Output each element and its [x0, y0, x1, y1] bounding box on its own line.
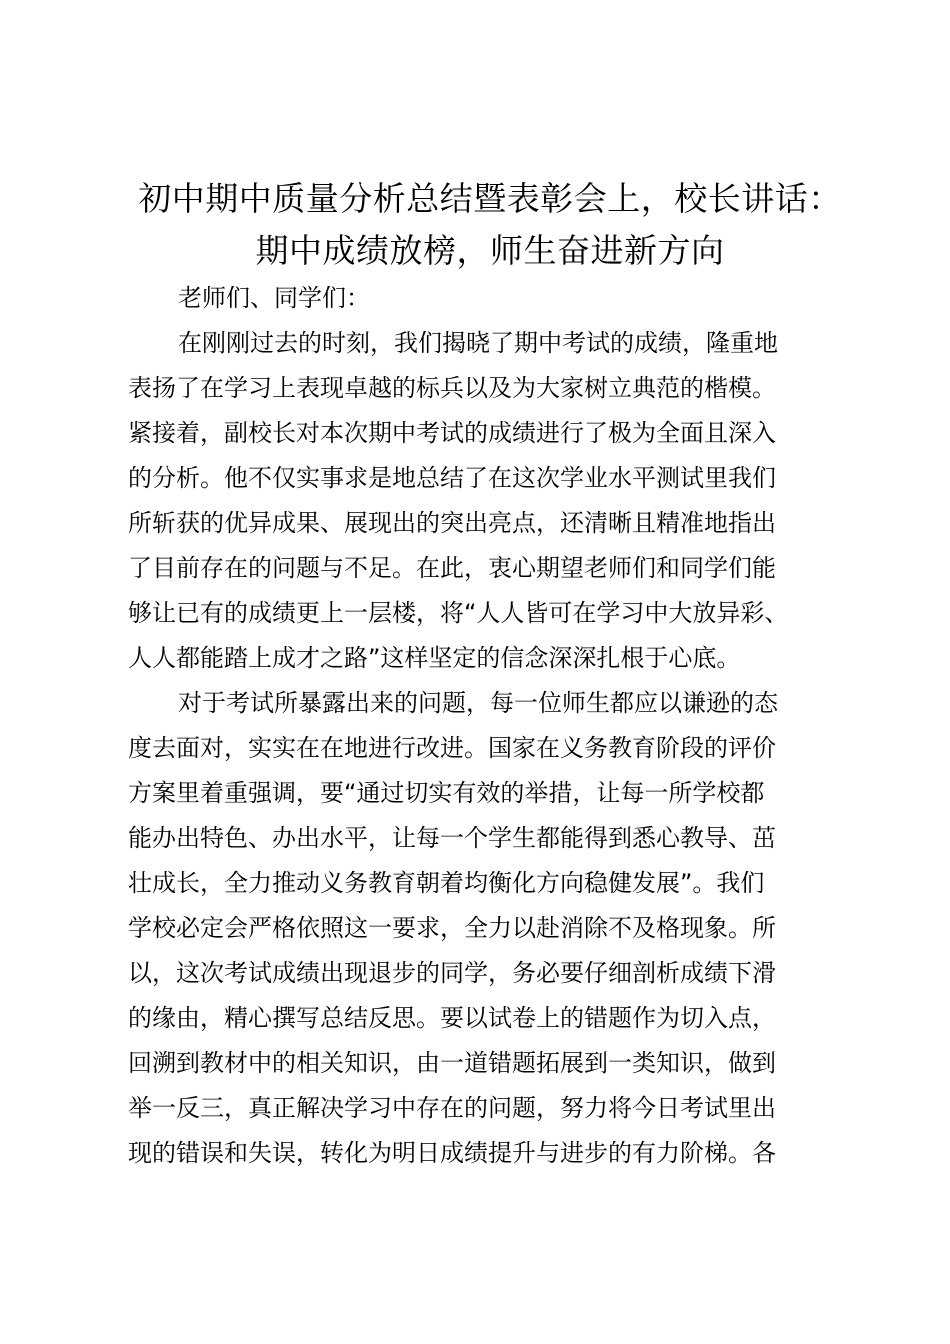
paragraph-1-line: 的分析。他不仅实事求是地总结了在这次学业水平测试里我们	[128, 464, 776, 492]
paragraph-2-line: 壮成长，全力推动义务教育朝着均衡化方向稳健发展”。我们	[128, 869, 765, 897]
paragraph-1-line: 紧接着，副校长对本次期中考试的成绩进行了极为全面且深入	[128, 419, 776, 447]
paragraph-2-line: 度去面对，实实在在地进行改进。国家在义务教育阶段的评价	[128, 734, 776, 762]
paragraph-2-line: 学校必定会严格依照这一要求，全力以赴消除不及格现象。所	[128, 914, 776, 942]
title-line-2: 期中成绩放榜，师生奋进新方向	[255, 231, 725, 270]
paragraph-1-line: 人人都能踏上成才之路”这样坚定的信念深深扎根于心底。	[128, 644, 741, 672]
paragraph-2-line: 回溯到教材中的相关知识，由一道错题拓展到一类知识，做到	[128, 1049, 776, 1077]
title-line-1: 初中期中质量分析总结暨表彰会上，校长讲话：	[138, 179, 842, 218]
salutation: 老师们、同学们：	[178, 284, 370, 312]
paragraph-1-line: 了目前存在的问题与不足。在此，衷心期望老师们和同学们能	[128, 554, 776, 582]
paragraph-1-line: 所斩获的优异成果、展现出的突出亮点，还清晰且精准地指出	[128, 509, 776, 537]
paragraph-2-line: 的缘由，精心撰写总结反思。要以试卷上的错题作为切入点，	[128, 1004, 776, 1032]
paragraph-1-line: 够让已有的成绩更上一层楼，将“人人皆可在学习中大放异彩、	[128, 599, 789, 627]
paragraph-2-line: 能办出特色、办出水平，让每一个学生都能得到悉心教导、茁	[128, 824, 776, 852]
paragraph-2-line: 方案里着重强调，要“通过切实有效的举措，让每一所学校都	[128, 779, 765, 807]
paragraph-2-line: 举一反三，真正解决学习中存在的问题，努力将今日考试里出	[128, 1094, 776, 1122]
paragraph-1-line: 表扬了在学习上表现卓越的标兵以及为大家树立典范的楷模。	[128, 374, 776, 402]
paragraph-2-line: 对于考试所暴露出来的问题，每一位师生都应以谦逊的态	[178, 689, 778, 717]
paragraph-2-line: 现的错误和失误，转化为明日成绩提升与进步的有力阶梯。各	[128, 1139, 776, 1167]
paragraph-2-line: 以，这次考试成绩出现退步的同学，务必要仔细剖析成绩下滑	[128, 959, 776, 987]
paragraph-1-line: 在刚刚过去的时刻，我们揭晓了期中考试的成绩，隆重地	[178, 329, 778, 357]
